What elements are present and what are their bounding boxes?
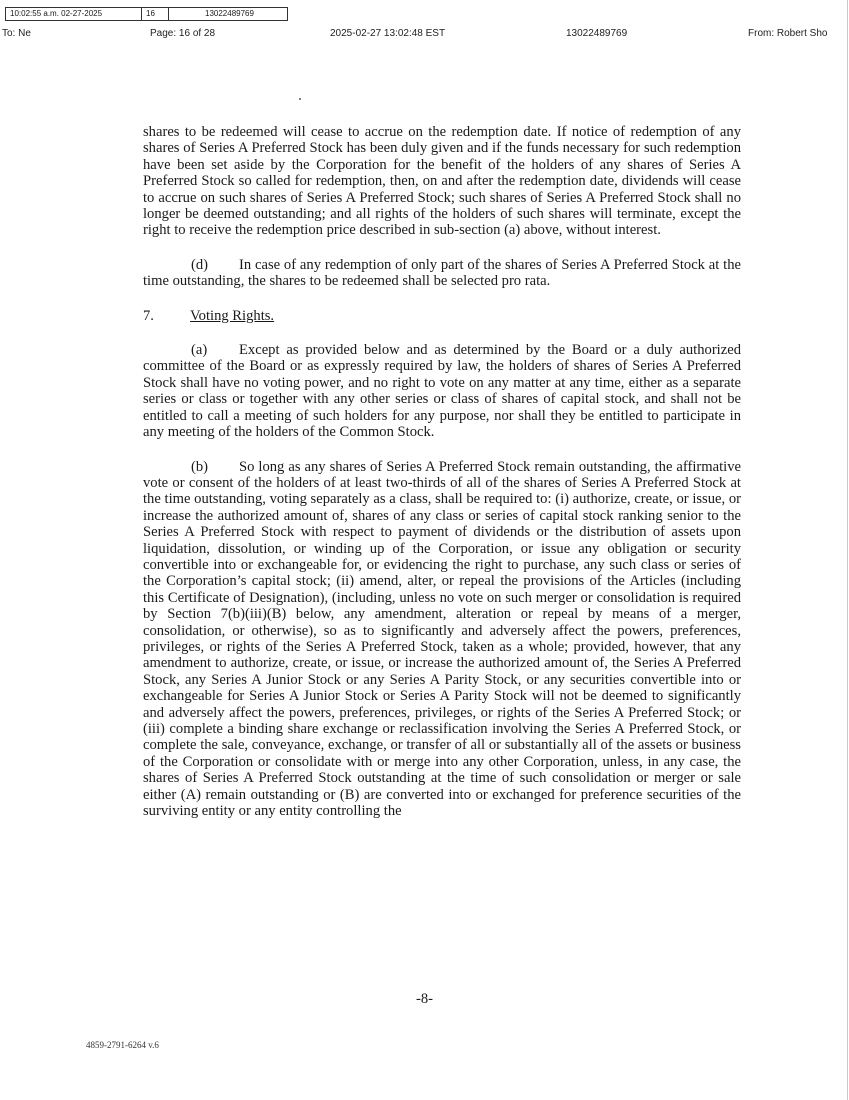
fax-to: To: Ne <box>2 28 31 39</box>
paragraph-d-text: In case of any redemption of only part of the shares of Series A Preferred Stock at the time outstanding, the shares to be redeemed shall be selected pro rata. <box>143 256 741 290</box>
fax-header <box>0 28 849 42</box>
paragraph-d-marker: (d) <box>191 256 209 273</box>
document-id: 4859-2791-6264 v.6 <box>86 1040 159 1050</box>
fax-from: From: Robert Sho <box>748 28 828 39</box>
paragraph-b-text: So long as any shares of Series A Preferred Stock remain outstanding, the affirmative vote or consent of the holders of at least two-thirds of all of the shares of Series A Preferred Stock at the time outstanding, voting separately as a class, shall be required to: (i) authorize, create, or issue, or increase the authorized amount of, shares of any class or series of capital stock ranking senior to the Series A Preferred Stock with respect to payment of dividends or the distribution of assets upon liquidation, dissolution, or winding up of the Corporation, or issue any obligation or security convertible into or exchangeable for, or evidencing the right to purchase, any such class or series of the Corporation’s capital stock; (ii) amend, alter, or repeal the provisions of the Articles (including this Certificate of Designation), (including, unless no vote on such merger or consolidation is required by Section 7(b)(iii)(B) below, any amendment, alteration or repeal by means of a merger, consolidation, or otherwise), so as to significantly and adversely affect the powers, preferences, privileges, or rights of the Series A Preferred Stock, taken as a whole; provided, however, that any amendment to authorize, create, or issue, or increase the authorized amount of, the Series A Preferred Stock, any Series A Junior Stock or any Series A Parity Stock, or any securities convertible into or exchangeable for Series A Junior Stock or Series A Parity Stock will not be deemed to significantly and adversely affect the powers, preferences, privileges, or rights of the Series A Preferred Stock; or (iii) complete a binding share exchange or reclassification involving the Series A Preferred Stock, or complete the sale, conveyance, exchange, or transfer of all or substantially all of the assets or business of the Corporation or consolidate with or merge into any other Corporation, unless, in any case, the shares of Series A Preferred Stock outstanding at the time of such consolidation or merger or sale either (A) remain outstanding or (B) are converted into or exchanged for preference securities of the surviving entity or any entity controlling the <box>143 458 741 820</box>
section-number: 7. <box>143 307 154 324</box>
section-title: Voting Rights. <box>190 307 275 324</box>
fax-datetime: 2025-02-27 13:02:48 EST <box>330 28 446 39</box>
document-body <box>143 124 741 819</box>
paragraph-a-marker: (a) <box>191 342 208 359</box>
paragraph-a-text: Except as provided below and as determined by the Board or a duly authorized committee of the Board or as expressly required by law, the holders of shares of Series A Preferred Stock shall have no voting power, and no right to vote on any matter at any time, either as a separate series or class or together with any other series or class of shares of capital stock, and shall not be entitled to call a meeting of such holders for any purpose, nor shall they be entitled to participate in any meeting of the holders of the Common Stock. <box>143 342 741 441</box>
page-number: -8- <box>415 991 434 1007</box>
scan-edge-line <box>847 0 848 1100</box>
paragraph-b <box>143 459 741 820</box>
paragraph-a <box>143 342 741 440</box>
scan-speck <box>299 98 301 100</box>
fax-number: 13022489769 <box>566 28 628 39</box>
fax-stamp-time: 10:02:55 a.m. 02-27-2025 <box>6 8 142 20</box>
paragraph-continued: shares to be redeemed will cease to accrue on the redemption date. If notice of redemption of any shares of Series A Preferred Stock has been duly given and if the funds necessary for such redemption have been set aside by the Corporation for the benefit of the holders of any shares of Series A Preferred Stock so called for redemption, then, on and after the redemption date, dividends will cease to accrue on such shares of Series A Preferred Stock; such shares of Series A Preferred Stock shall no longer be deemed outstanding; and all rights of the holders of such shares will terminate, except the right to receive the redemption price described in sub-section (a) above, without interest. <box>143 124 741 239</box>
fax-page-count: Page: 16 of 28 <box>150 28 216 39</box>
fax-stamp-page: 16 <box>142 8 169 20</box>
paragraph-d <box>143 257 741 290</box>
fax-transmission-stamp <box>5 7 288 21</box>
section-heading <box>143 308 741 324</box>
fax-stamp-number: 13022489769 <box>205 9 254 18</box>
paragraph-b-marker: (b) <box>191 458 209 475</box>
